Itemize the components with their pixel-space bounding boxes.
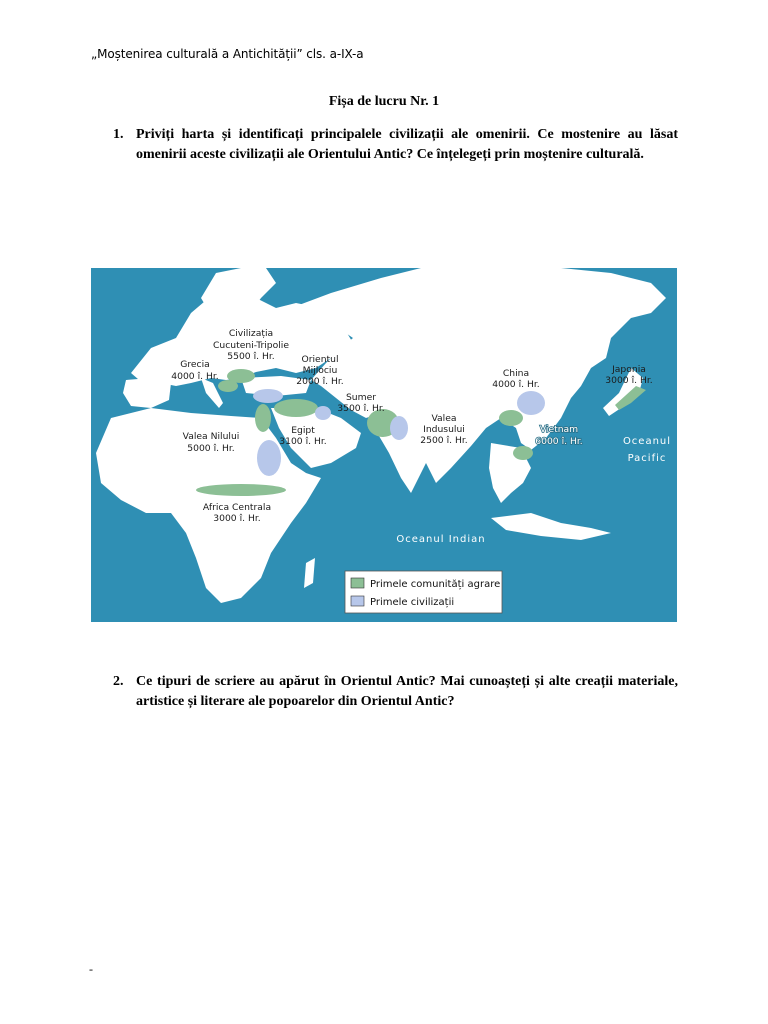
label-sumer: Sumer 3500 î. Hr.	[337, 392, 385, 414]
question-1	[113, 125, 678, 165]
label-vietnam: Vietnam 6000 î. Hr.	[535, 424, 583, 447]
worksheet-title: Fișa de lucru Nr. 1	[328, 94, 440, 109]
label-orientul-mijlociu: Orientul Mijlociu 2000 î. Hr.	[296, 354, 344, 387]
label-valea-indusului: Valea Indusului 2500 î. Hr.	[420, 413, 468, 446]
label-china: China 4000 î. Hr.	[492, 368, 540, 390]
question-text: Priviți harta și identificați principalele civilizații ale omenirii. Ce mostenire au lăsat omenirii aceste civilizații ale Orientului Antic? Ce înțelegeți prin moștenire culturală.	[136, 127, 678, 162]
legend-swatch-civ	[351, 596, 364, 606]
question-number: 2.	[113, 674, 124, 689]
label-oceanul-pacific: Oceanul Pacific	[622, 436, 672, 464]
label-valea-nilului: Valea Nilului 5000 î. Hr.	[182, 431, 240, 454]
label-cucuteni: Civilizația Cucuteni-Tripolie 5500 î. Hr.	[212, 328, 290, 362]
question-number: 1.	[113, 127, 124, 142]
label-egipt: Egipt 3100 î. Hr.	[279, 425, 327, 447]
label-africa-centrala: Africa Centrala 3000 î. Hr.	[202, 502, 272, 524]
label-grecia: Grecia 4000 î. Hr.	[171, 359, 219, 382]
legend-swatch-agrar	[351, 578, 364, 588]
label-oceanul-indian: Oceanul Indian	[396, 534, 486, 545]
question-text: Ce tipuri de scriere au apărut în Orientul Antic? Mai cunoașteți și alte creații materiale, artistice și literare ale popoarelor din Orientul Antic?	[136, 674, 678, 709]
footer-mark: -	[89, 962, 93, 976]
question-2	[113, 672, 678, 712]
civilizations-map	[91, 268, 677, 622]
legend-label-civ: Primele civilizații	[370, 597, 455, 608]
document-header: „Moștenirea culturală a Antichității” cls. a-IX-a	[91, 47, 364, 61]
map-legend	[345, 571, 502, 613]
legend-label-agrar: Primele comunități agrare	[370, 579, 501, 590]
label-japonia: Japonia 3000 î. Hr.	[605, 364, 653, 386]
